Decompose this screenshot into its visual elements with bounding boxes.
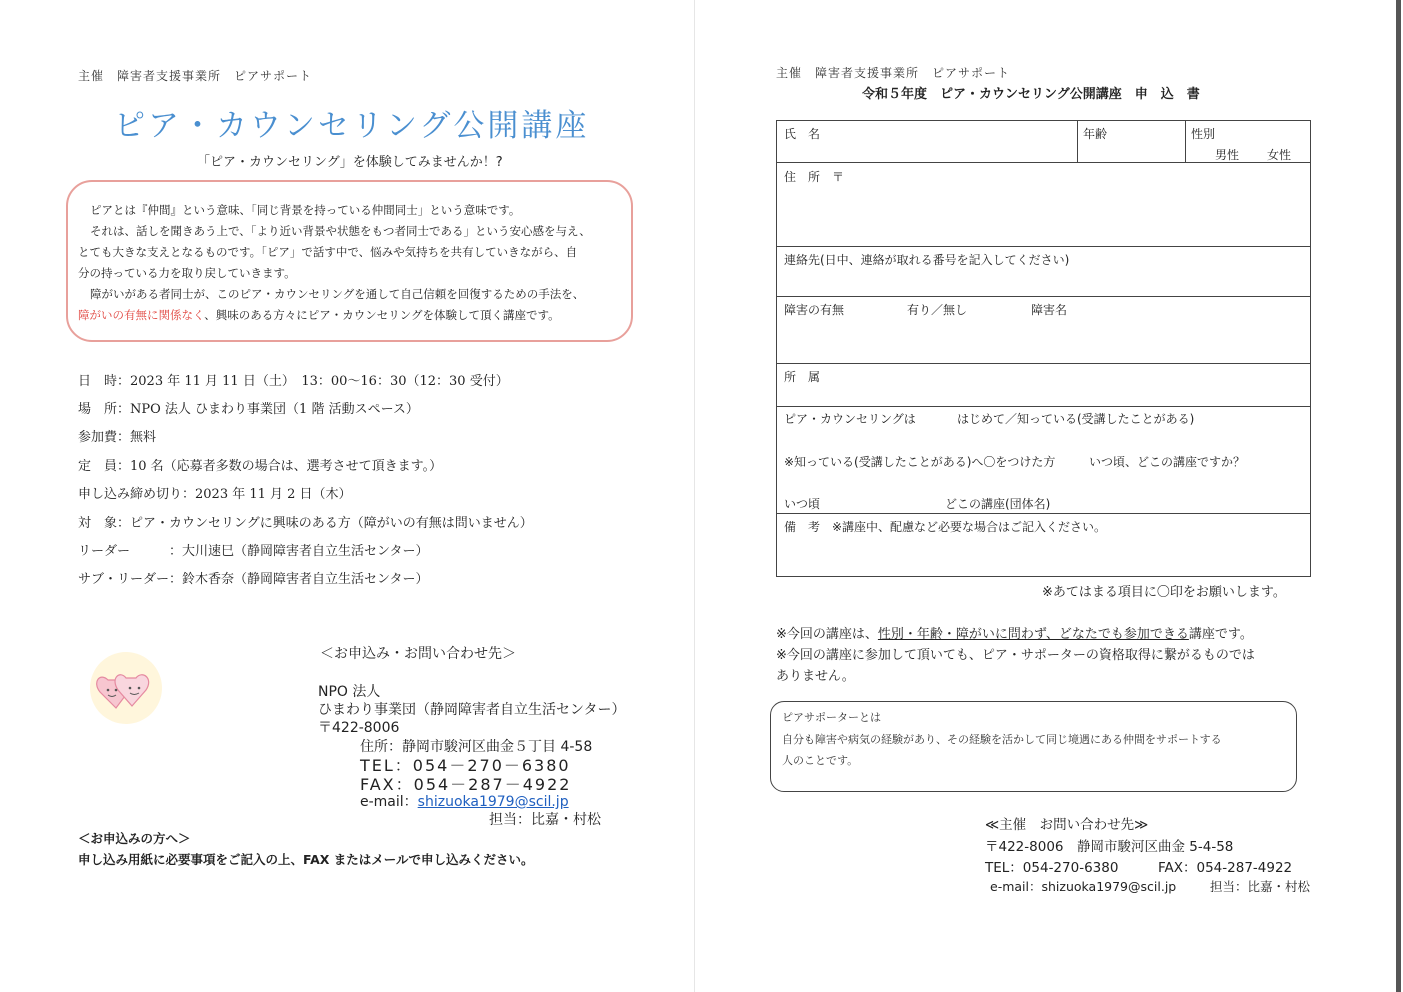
- field-affiliation[interactable]: 所 属: [784, 370, 821, 384]
- contact-fax: FAX：054－287－4922: [360, 775, 572, 794]
- detail-fee: 参加費：無料: [78, 430, 157, 445]
- detail-subleader: サブ・リーダー：鈴木香奈（静岡障害者自立生活センター）: [78, 572, 429, 587]
- intro-p1: ピアとは『仲間』という意味、「同じ背景を持っている仲間同士」という意味です。: [90, 203, 521, 217]
- peer-experience-options[interactable]: はじめて／知っている(受講したことがある): [957, 412, 1195, 426]
- info-title: ピアサポーターとは: [782, 711, 881, 724]
- page-title: ピア・カウンセリング公開講座: [114, 108, 590, 144]
- apply-text: 申し込み用紙に必要事項をご記入の上、FAX またはメールで申し込みください。: [78, 852, 534, 867]
- detail-datetime: 日 時：2023 年 11 月 11 日（土） 13：00～16：30（12：30 受付）: [78, 374, 509, 389]
- contact-email-label: e-mail：: [360, 794, 418, 810]
- note-2b: ありません。: [776, 669, 855, 684]
- detail-target: 対 象：ピア・カウンセリングに興味のある方（障がいの有無は問いません）: [78, 516, 533, 531]
- known-question-2: いつ頃、どこの講座ですか？: [1089, 455, 1246, 469]
- detail-leader: リーダー ：大川速巳（静岡障害者自立生活センター）: [78, 544, 429, 559]
- left-organizer: 主催 障害者支援事業所 ピアサポート: [78, 69, 313, 83]
- form-title: 令和５年度 ピア・カウンセリング公開講座 申 込 書: [862, 87, 1200, 102]
- contact-email-link[interactable]: shizuoka1979@scil.jp: [417, 794, 569, 810]
- gender-male-option[interactable]: 男性: [1215, 148, 1240, 162]
- intro-p3b-line: [78, 305, 618, 326]
- field-contact[interactable]: 連絡先(日中、連絡が取れる番号を記入してください): [784, 253, 1070, 267]
- gender-female-option[interactable]: 女性: [1267, 148, 1292, 162]
- info-text-2: 人のことです。: [782, 754, 859, 767]
- field-remarks[interactable]: 備 考 ※講座中、配慮など必要な場合はご記入ください。: [784, 520, 1107, 534]
- known-question: ※知っている(受講したことがある)へ〇をつけた方: [784, 455, 1056, 469]
- field-which-course[interactable]: どこの講座(団体名): [945, 497, 1051, 511]
- form-col-age: [1077, 120, 1078, 162]
- note-1b: 講座です。: [1188, 627, 1253, 642]
- page-fold: [694, 0, 695, 992]
- form-rule-3: [776, 296, 1311, 297]
- right-organizer: 主催 障害者支援事業所 ピアサポート: [776, 66, 1011, 80]
- footer-email[interactable]: e-mail：shizuoka1979@scil.jp: [990, 879, 1177, 894]
- contact-org1: NPO 法人: [318, 684, 381, 700]
- contact-heading: ＜お申込み・お問い合わせ先＞: [320, 646, 516, 662]
- detail-deadline: 申し込み締め切り：2023 年 11 月 2 日（木）: [78, 487, 352, 502]
- field-age[interactable]: 年齢: [1083, 127, 1108, 141]
- intro-p2a: それは、話しを聞きあう上で、「より近い背景や状態をもつ者同士である」という安心感を与え、: [90, 224, 591, 238]
- contact-org2: ひまわり事業団（静岡障害者自立生活センター）: [318, 702, 626, 718]
- circle-note: ※あてはまる項目に〇印をお願いします。: [1042, 585, 1286, 600]
- footer-tel: TEL：054-270-6380: [985, 860, 1119, 876]
- form-rule-4: [776, 363, 1311, 364]
- form-col-gender: [1185, 120, 1186, 162]
- apply-heading: ＜お申込みの方へ＞: [78, 831, 191, 846]
- scan-edge: [1396, 0, 1401, 992]
- field-gender: 性別: [1191, 127, 1216, 141]
- footer-heading: ≪主催 お問い合わせ先≫: [985, 817, 1149, 833]
- note-1-underlined: 性別・年齢・障がいに問わず、どなたでも参加できる: [877, 627, 1189, 642]
- note-1: [776, 623, 1253, 642]
- contact-email-line: [360, 791, 569, 811]
- hearts-illustration: [88, 650, 164, 726]
- note-1a: ※今回の講座は、: [776, 627, 878, 642]
- intro-p2b: とても大きな支えとなるものです。「ピア」で話す中で、悩みや気持ちを共有していきながら、自: [78, 245, 578, 259]
- field-name[interactable]: 氏 名: [784, 127, 821, 141]
- intro-text: [78, 200, 618, 326]
- contact-tel: TEL：054－270－6380: [360, 756, 571, 775]
- detail-venue: 場 所：NPO 法人 ひまわり事業団（1 階 活動スペース）: [78, 402, 419, 417]
- contact-postal: 〒422-8006: [318, 720, 400, 736]
- contact-staff: 担当：比嘉・村松: [489, 812, 601, 828]
- note-2a: ※今回の講座に参加して頂いても、ピア・サポーターの資格取得に繋がるものでは: [776, 648, 1255, 663]
- contact-address: 住所：静岡市駿河区曲金５丁目 4-58: [360, 739, 593, 755]
- field-peer-experience: ピア・カウンセリングは: [784, 412, 916, 426]
- field-when[interactable]: いつ頃: [784, 497, 821, 511]
- intro-p3b: 、興味のある方々にピア・カウンセリングを体験して頂く講座です。: [204, 308, 560, 322]
- intro-p3a: 障がいがある者同士が、このピア・カウンセリングを通して自己信頼を回復するための手法を、: [90, 287, 585, 301]
- intro-highlight: 障がいの有無に関係なく: [78, 308, 205, 322]
- page-subtitle: 「ピア・カウンセリング」を体験してみませんか！?: [197, 155, 503, 170]
- footer-staff: 担当：比嘉・村松: [1210, 879, 1311, 894]
- disability-yes-no-option[interactable]: 有り／無し: [907, 303, 968, 317]
- field-address[interactable]: 住 所 〒: [784, 170, 845, 184]
- field-disability-name[interactable]: 障害名: [1031, 303, 1068, 317]
- form-rule-2: [776, 246, 1311, 247]
- footer-fax: FAX：054-287-4922: [1158, 860, 1293, 876]
- form-rule-6: [776, 513, 1311, 514]
- detail-capacity: 定 員：10 名（応募者多数の場合は、選考させて頂きます。）: [78, 459, 443, 474]
- field-disability: 障害の有無: [784, 303, 845, 317]
- intro-p2c: 分の持っている力を取り戻していきます。: [78, 266, 296, 280]
- footer-address: 〒422-8006 静岡市駿河区曲金 5-4-58: [985, 839, 1234, 855]
- form-rule-5: [776, 406, 1311, 407]
- info-text-1: 自分も障害や病気の経験があり、その経験を活かして同じ境遇にある仲間をサポートする: [782, 733, 1222, 746]
